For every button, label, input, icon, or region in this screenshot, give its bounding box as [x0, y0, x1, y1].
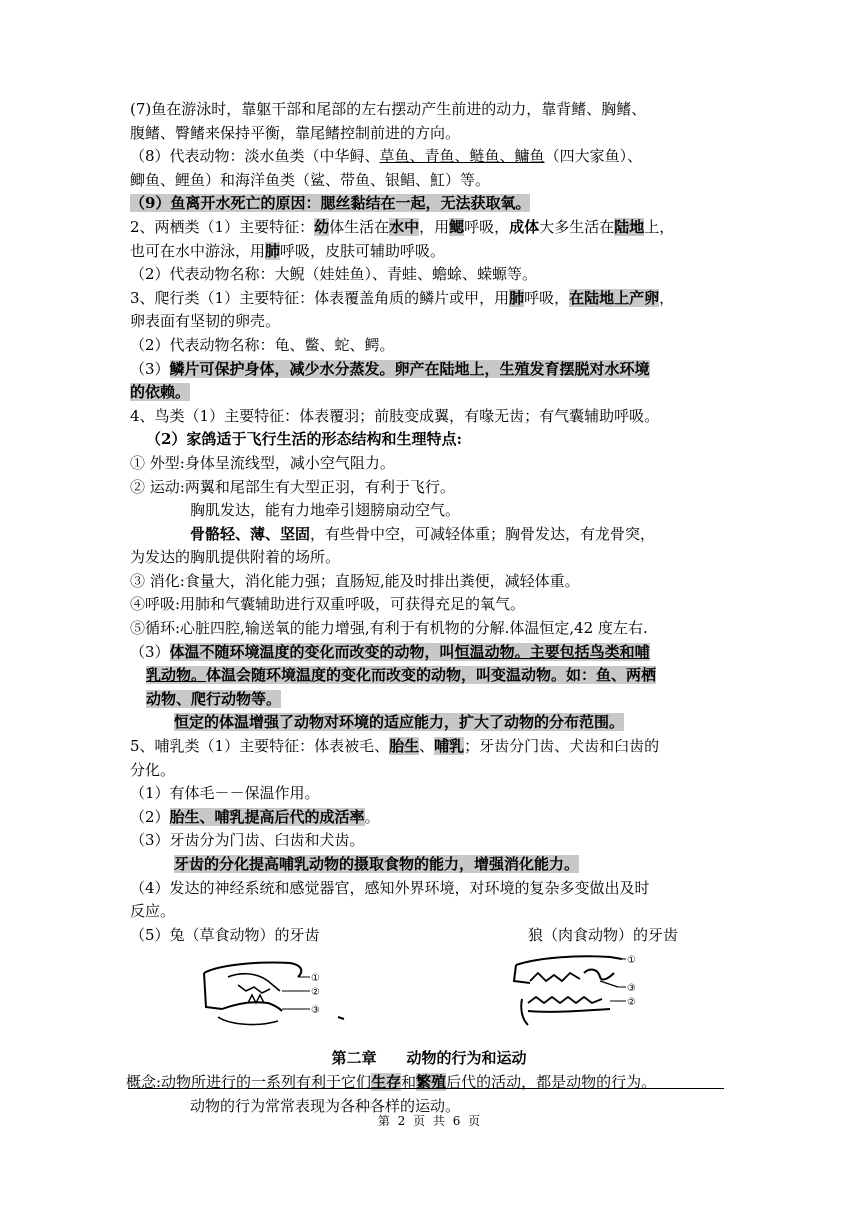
figure-label: ① [311, 973, 320, 985]
figure-label: ② [311, 987, 320, 999]
text-line [130, 924, 728, 948]
highlighted-text: 陆地 [614, 217, 645, 236]
text-line: 分化。 [130, 760, 176, 779]
text-span: 概念:动物所进行的一系列有利于它们 [126, 1072, 372, 1091]
rabbit-skull-figure [198, 947, 358, 1035]
text-span: ， [659, 288, 675, 307]
teeth-figures [130, 947, 728, 1043]
text-line: （4）发达的神经系统和感觉器官，感知外界环境，对环境的复杂多变做出及时 [130, 878, 650, 897]
text-line: 为发达的胸肌提供附着的场所。 [130, 548, 341, 567]
text-line [130, 664, 728, 688]
figure-label: ① [627, 955, 636, 967]
highlighted-text: 体温会随环境温度的变化而改变的动物，叫变温动物。如：鱼、两栖 [206, 666, 657, 685]
text-line [130, 358, 728, 382]
text-span: 上， [644, 217, 675, 236]
text-span: 大多生活在 [539, 217, 615, 236]
text-span: 呼吸，皮肤可辅助呼吸。 [280, 241, 446, 260]
text-line [130, 192, 728, 216]
highlighted-underlined-text: 恒温动物。主要包括鸟类和哺 [454, 642, 650, 661]
highlighted-underlined-text: 乳动物。 [146, 666, 207, 685]
text-line [130, 240, 728, 264]
text-span: 3、爬行类（1）主要特征：体表覆盖角质的鳞片或甲，用 [130, 288, 510, 307]
text-line: 反应。 [130, 902, 176, 921]
highlighted-text: 幼 [314, 217, 330, 236]
highlighted-text: 在陆地上产卵 [569, 288, 660, 307]
highlighted-text: 肺 [509, 288, 525, 307]
text-line [130, 688, 728, 712]
text-span: 后代的活动，都是动物的行为。 [446, 1072, 657, 1091]
page-number-footer: 第 2 页 共 6 页 [377, 1114, 483, 1128]
text-line [130, 853, 728, 877]
text-line: ③ 消化:食量大，消化能力强；直肠短,能及时排出粪便，减轻体重。 [130, 571, 580, 590]
text-line: 卵表面有坚韧的卵壳。 [130, 312, 281, 331]
text-span: 2、两栖类（1）主要特征： [130, 217, 315, 236]
highlighted-text: 水中 [389, 217, 420, 236]
text-line [126, 1071, 728, 1095]
page-content [126, 98, 728, 1118]
text-line [130, 216, 728, 240]
figure-label: ③ [627, 983, 636, 995]
text-line: 动物的行为常常表现为各种各样的运动。 [190, 1096, 461, 1115]
text-span: ，有些骨中空，可减轻体重；胸骨发达，有龙骨突， [310, 524, 656, 543]
text-span: （四大家鱼）、 [544, 147, 643, 166]
text-line [130, 523, 728, 547]
text-line: （3）牙齿分为门齿、臼齿和犬齿。 [130, 831, 365, 850]
text-span: （5）兔（草食动物）的牙齿 [130, 925, 320, 944]
highlighted-text: 牙齿的分化提高哺乳动物的摄取食物的能力，增强消化能力。 [174, 855, 580, 873]
footer-divider [128, 1088, 724, 1089]
text-span: 体生活在 [329, 217, 390, 236]
text-span: ，用 [419, 217, 450, 236]
text-line: （2）代表动物名称：大鲵（娃娃鱼）、青蛙、蟾蜍、蝾螈等。 [130, 265, 538, 284]
highlighted-text: 的依赖。 [130, 383, 191, 402]
text-line: 鲫鱼、鲤鱼）和海洋鱼类（鲨、带鱼、银鲳、魟）等。 [130, 170, 491, 189]
text-span: ；牙齿分门齿、犬齿和臼齿的 [464, 737, 660, 756]
highlighted-text: 动物、爬行动物等。 [146, 689, 282, 708]
text-line [130, 641, 728, 665]
text-span: 狼（肉食动物）的牙齿 [528, 925, 679, 944]
highlighted-text: 生存 [371, 1072, 402, 1091]
text-span: （3） [130, 359, 170, 378]
text-line: ⑤循环:心脏四腔,输送氧的能力增强,有利于有机物的分解.体温恒定,42 度左右. [130, 619, 648, 638]
text-line [130, 735, 728, 759]
text-span: 、 [419, 737, 435, 756]
text-line: （2）代表动物名称：龟、鳖、蛇、鳄。 [130, 335, 395, 354]
text-line [130, 806, 728, 830]
text-line: ② 运动:两翼和尾部生有大型正羽，有利于飞行。 [130, 477, 455, 496]
text-line: ④呼吸:用肺和气囊辅助进行双重呼吸，可获得充足的氧气。 [130, 595, 526, 614]
highlighted-text: 肺 [265, 241, 281, 260]
highlighted-text: 繁殖 [416, 1072, 447, 1091]
text-line [130, 287, 728, 311]
highlighted-text: 鳞片可保护身体，减少水分蒸发。卵产在陆地上，生殖发育摆脱对水环境 [169, 359, 650, 378]
underlined-text: 草鱼、青鱼、鲢鱼、鳙鱼 [379, 147, 545, 166]
text-line [130, 145, 728, 169]
figure-label: ② [627, 997, 636, 1009]
highlighted-text: （9）鱼离开水死亡的原因：腮丝黏结在一起，无法获取氧。 [130, 194, 531, 213]
section-heading: （2）家鸽适于飞行生活的形态结构和生理特点: [146, 430, 462, 449]
text-line: 4、鸟类（1）主要特征：体表覆羽；前肢变成翼，有喙无齿；有气囊辅助呼吸。 [130, 406, 660, 425]
text-line: ① 外型:身体呈流线型，减小空气阻力。 [130, 453, 395, 472]
text-span: 5、哺乳类（1）主要特征：体表被毛、 [130, 737, 390, 756]
text-line [130, 711, 728, 735]
text-span: 呼吸， [524, 288, 570, 307]
text-span: 和 [401, 1072, 417, 1091]
text-span: （8）代表动物：淡水鱼类（中华鲟、 [130, 147, 380, 166]
text-span: （2） [130, 807, 170, 826]
highlighted-text: 胎生、哺乳提高后代的成活率 [169, 807, 365, 826]
bold-text: 成体 [509, 217, 540, 236]
text-line: （1）有体毛－－保温作用。 [130, 784, 320, 803]
highlighted-text: 鳃 [449, 217, 465, 236]
text-line: (7)鱼在游泳时，靠躯干部和尾部的左右摆动产生前进的动力，靠背鳍、胸鳍、 [130, 100, 647, 118]
text-line: 胸肌发达，能有力地牵引翅膀扇动空气。 [190, 501, 461, 520]
text-line: 腹鳍、臀鳍来保持平衡，靠尾鳍控制前进的方向。 [130, 123, 461, 142]
text-span: 呼吸， [464, 217, 510, 236]
text-span: 。 [364, 807, 380, 826]
text-span: 也可在水中游泳，用 [130, 241, 266, 260]
highlighted-text: 哺乳 [434, 737, 465, 756]
figure-label: ③ [311, 1005, 320, 1017]
text-span: （3） [130, 642, 170, 661]
chapter-title: 第二章 动物的行为和运动 [331, 1049, 527, 1068]
highlighted-text: 胎生 [389, 737, 420, 756]
highlighted-text: 体温不随环境温度的变化而改变的动物，叫 [169, 642, 455, 661]
wolf-skull-figure [510, 947, 650, 1039]
highlighted-text: 恒定的体温增强了动物对环境的适应能力，扩大了动物的分布范围。 [174, 713, 625, 732]
bold-text: 骨骼轻、薄、坚固 [190, 524, 311, 543]
text-line [130, 381, 728, 405]
